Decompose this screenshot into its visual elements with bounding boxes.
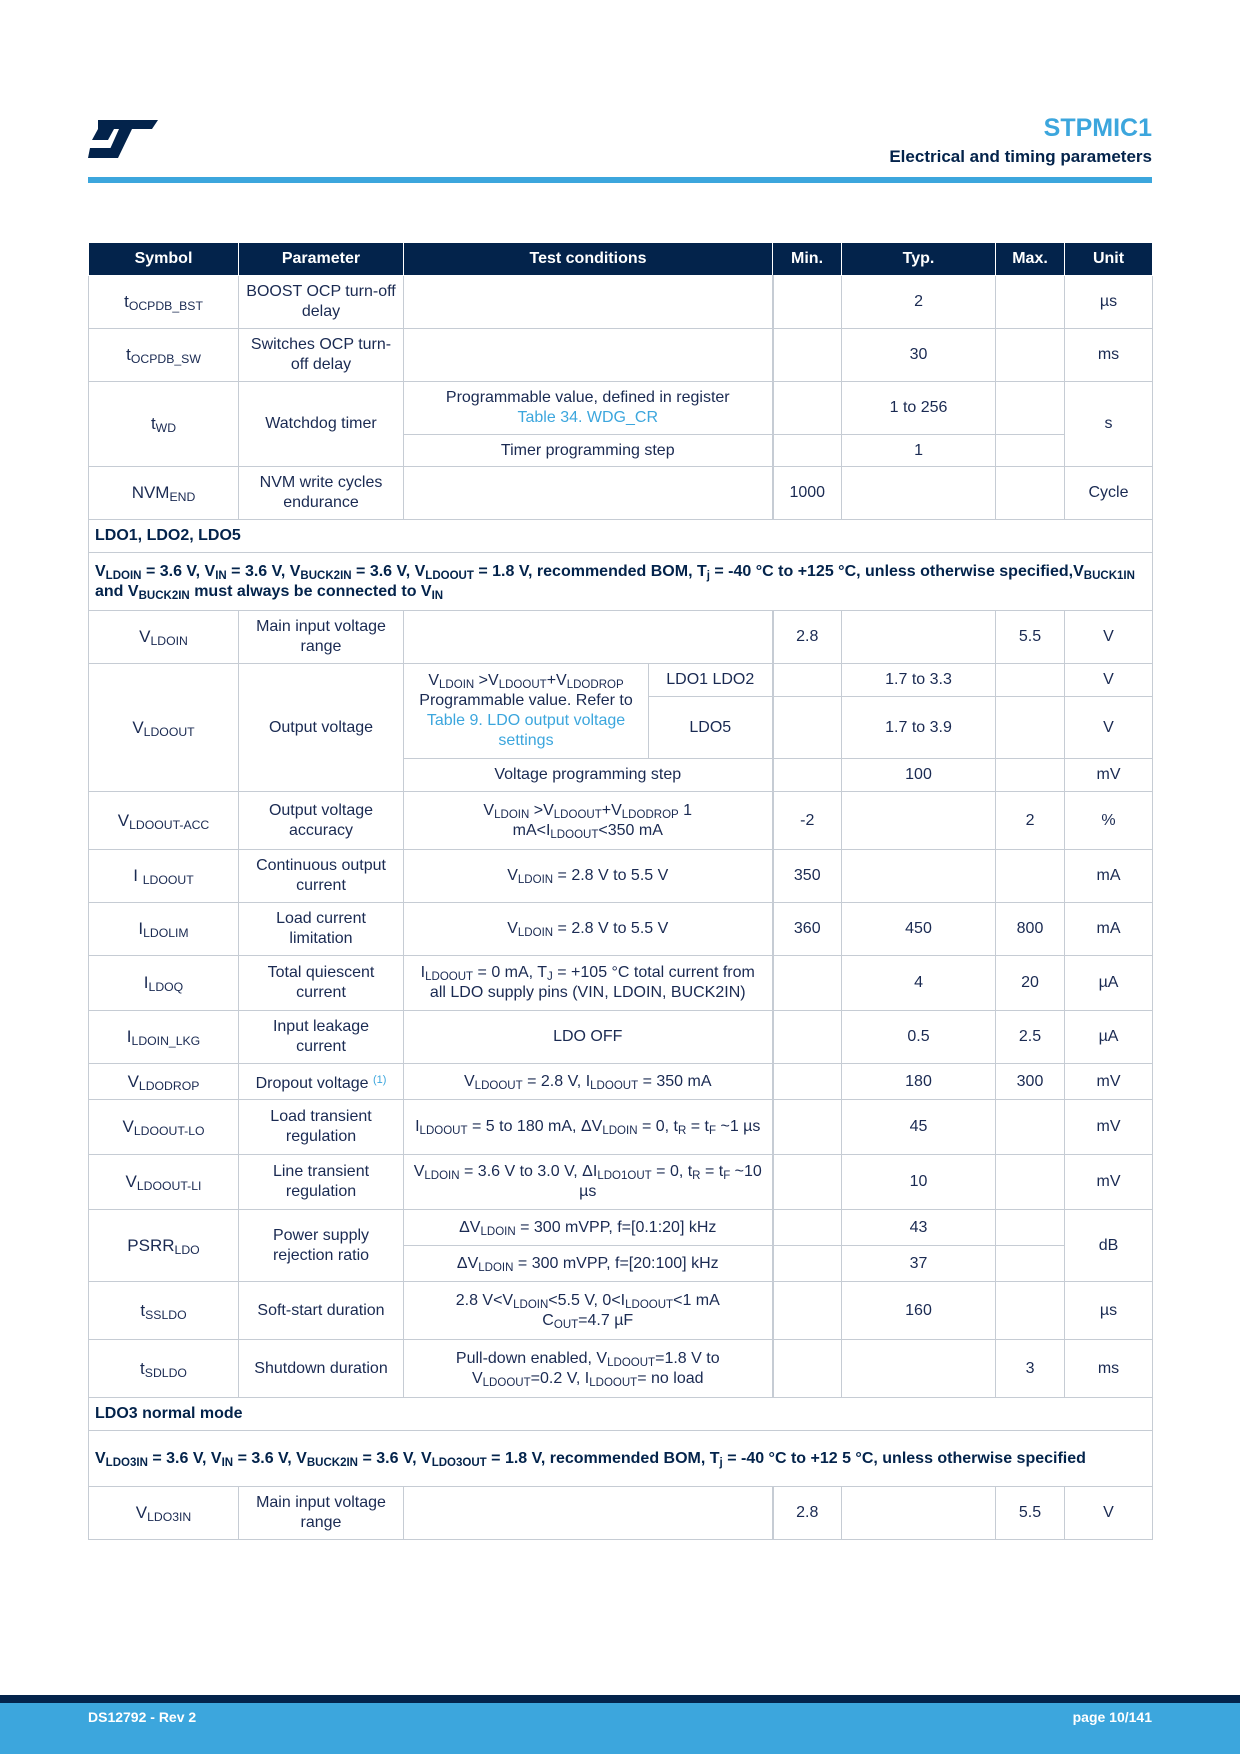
parameter-cell: Dropout voltage $^{(1)}$: [239, 1064, 404, 1100]
table-34-link[interactable]: Table 34. WDG_CR: [517, 409, 658, 426]
header-rule: [88, 177, 1152, 183]
parameter-cell: Total quiescent current: [239, 956, 404, 1011]
table-row: [89, 1282, 1153, 1340]
typ-cell: 2: [842, 276, 996, 329]
table-row: [89, 329, 1153, 382]
max-cell: 800: [996, 903, 1065, 956]
table-row: [89, 956, 1153, 1011]
parameter-cell: Main input voltage range: [239, 611, 404, 664]
symbol-cell: $I_{LDOIN\_LKG}$: [89, 1011, 239, 1064]
max-cell: [996, 1210, 1065, 1246]
unit-cell: mV: [1065, 1155, 1153, 1210]
unit-cell: V: [1065, 1487, 1153, 1540]
max-cell: [996, 850, 1065, 903]
min-cell: -2: [773, 792, 842, 850]
parameter-cell: Shutdown duration: [239, 1340, 404, 1398]
max-cell: [996, 759, 1065, 792]
min-cell: [773, 1210, 842, 1246]
conditions-cell: $\Delta V_{LDOIN} = 300$ mVPP, f=[20:100] kHz: [404, 1246, 773, 1282]
table-row: [89, 792, 1153, 850]
parameter-cell: Line transient regulation: [239, 1155, 404, 1210]
symbol-cell: $PSRR_{LDO}$: [89, 1210, 239, 1282]
conditions-cell: $\Delta V_{LDOIN} = 300$ mVPP, f=[0.1:20] kHz: [404, 1210, 773, 1246]
max-cell: [996, 467, 1065, 520]
footer-doc-id: DS12792 - Rev 2: [88, 1709, 197, 1725]
max-cell: 5.5: [996, 1487, 1065, 1540]
conditions-cell: Timer programming step: [404, 435, 773, 467]
conditions-cell: $V_{LDOIN} >V_{LDOOUT}+V_{LDODROP}$ 1 $mA<I_{LDOOUT}<350$ mA: [404, 792, 773, 850]
min-cell: [773, 276, 842, 329]
table-row: [89, 1487, 1153, 1540]
symbol-cell: $V_{LDOOUT-LO}$: [89, 1100, 239, 1155]
max-cell: 20: [996, 956, 1065, 1011]
typ-cell: 30: [842, 329, 996, 382]
symbol-cell: $NVM_{END}$: [89, 467, 239, 520]
typ-cell: [842, 1340, 996, 1398]
conditions-cell: Voltage programming step: [404, 759, 773, 792]
conditions-row: [89, 553, 1153, 611]
footer-rule: [0, 1695, 1240, 1703]
unit-cell: µA: [1065, 1011, 1153, 1064]
min-cell: [773, 435, 842, 467]
table-row: [89, 276, 1153, 329]
max-cell: [996, 1100, 1065, 1155]
symbol-cell: $V_{LDOOUT-LI}$: [89, 1155, 239, 1210]
symbol-cell: $V_{LDO3IN}$: [89, 1487, 239, 1540]
unit-cell: ms: [1065, 1340, 1153, 1398]
conditions-cell: Programmable value, defined in register Table 34. WDG_CR: [404, 382, 773, 435]
max-cell: 3: [996, 1340, 1065, 1398]
min-cell: [773, 1155, 842, 1210]
max-cell: [996, 382, 1065, 435]
conditions-cell: $I_{LDOOUT} = 0$ mA, $T_J = +105$ °C total current from all LDO supply pins (VIN, LDOIN, BUCK2IN): [404, 956, 773, 1011]
column-header: Parameter: [239, 243, 404, 276]
conditions-cell: $V_{LDOIN} >V_{LDOOUT}+V_{LDODROP}$ Programmable value. Refer to Table 9. LDO output voltage settings: [404, 664, 649, 759]
min-cell: [773, 759, 842, 792]
table-row: [89, 1064, 1153, 1100]
table-9-link[interactable]: Table 9. LDO output voltage settings: [426, 712, 626, 749]
symbol-cell: $t_{SSLDO}$: [89, 1282, 239, 1340]
table-row: [89, 1011, 1153, 1064]
conditions-cell: [404, 276, 773, 329]
typ-cell: [842, 850, 996, 903]
symbol-cell: $t_{OCPDB\_BST}$: [89, 276, 239, 329]
section-title: LDO3 normal mode: [89, 1398, 1153, 1431]
unit-cell: µA: [1065, 956, 1153, 1011]
max-cell: [996, 664, 1065, 697]
symbol-cell: $I_{LDOQ}$: [89, 956, 239, 1011]
table-row: [89, 850, 1153, 903]
conditions-cell: $I_{LDOOUT} = 5$ to 180 mA, $\Delta V_{LDOIN} = 0$, $t_R = t_F$ ~1 µs: [404, 1100, 773, 1155]
max-cell: [996, 276, 1065, 329]
min-cell: [773, 1011, 842, 1064]
conditions-cell: $V_{LDOOUT} = 2.8$ V, $I_{LDOOUT} = 350$ mA: [404, 1064, 773, 1100]
typ-cell: 0.5: [842, 1011, 996, 1064]
section-conditions: $V_{LDOIN} = 3.6$ V, $V_{IN} = 3.6$ V, $V_{BUCK2IN} = 3.6$ V, $V_{LDOOUT} = 1.8$ V, recommended BOM, $T_j = -40$ °C to +125 °C, unless otherwise $specified,V_{BUCK1IN}$ and $V_{BUCK2IN}$ must always be connected to $V_{IN}$: [89, 553, 1153, 611]
typ-cell: 160: [842, 1282, 996, 1340]
max-cell: [996, 435, 1065, 467]
table-row: [89, 382, 1153, 435]
min-cell: 360: [773, 903, 842, 956]
typ-cell: [842, 467, 996, 520]
unit-cell: µs: [1065, 1282, 1153, 1340]
parameter-cell: Continuous output current: [239, 850, 404, 903]
symbol-cell: $t_{OCPDB\_SW}$: [89, 329, 239, 382]
symbol-cell: $t_{WD}$: [89, 382, 239, 467]
max-cell: 2: [996, 792, 1065, 850]
unit-cell: V: [1065, 697, 1153, 759]
typ-cell: [842, 1487, 996, 1540]
parameter-cell: Watchdog timer: [239, 382, 404, 467]
min-cell: 1000: [773, 467, 842, 520]
min-cell: [773, 697, 842, 759]
min-cell: [773, 1100, 842, 1155]
min-cell: [773, 664, 842, 697]
parameter-cell: BOOST OCP turn-off delay: [239, 276, 404, 329]
column-header: Max.: [996, 243, 1065, 276]
sub-condition-cell: LDO1 LDO2: [649, 664, 773, 697]
unit-cell: V: [1065, 611, 1153, 664]
conditions-cell: $V_{LDOIN} = 2.8$ V to 5.5 V: [404, 903, 773, 956]
symbol-cell: I $_{LDOOUT}$: [89, 850, 239, 903]
conditions-cell: [404, 611, 773, 664]
conditions-cell: $V_{LDOIN} = 2.8$ V to 5.5 V: [404, 850, 773, 903]
table-row: [89, 1340, 1153, 1398]
table-row: [89, 467, 1153, 520]
parameter-cell: Switches OCP turn-off delay: [239, 329, 404, 382]
unit-cell: mA: [1065, 850, 1153, 903]
min-cell: [773, 1282, 842, 1340]
conditions-cell: [404, 467, 773, 520]
typ-cell: 43: [842, 1210, 996, 1246]
max-cell: [996, 697, 1065, 759]
unit-cell: mA: [1065, 903, 1153, 956]
parameter-cell: Load current limitation: [239, 903, 404, 956]
min-cell: [773, 329, 842, 382]
max-cell: 5.5: [996, 611, 1065, 664]
table-row: [89, 1210, 1153, 1246]
min-cell: [773, 1064, 842, 1100]
symbol-cell: $V_{LDOOUT-ACC}$: [89, 792, 239, 850]
unit-cell: V: [1065, 664, 1153, 697]
min-cell: [773, 956, 842, 1011]
conditions-cell: 2.8 $V<V_{LDOIN}<5.5$ V, $0<I_{LDOOUT}<1$ mA $C_{OUT}=4.7$ µF: [404, 1282, 773, 1340]
table-row: [89, 1100, 1153, 1155]
unit-cell: µs: [1065, 276, 1153, 329]
section-header-row: [89, 1398, 1153, 1431]
conditions-cell: LDO OFF: [404, 1011, 773, 1064]
symbol-cell: $V_{LDOOUT}$: [89, 664, 239, 792]
parameter-cell: Output voltage: [239, 664, 404, 792]
electrical-parameters-table: [88, 242, 1153, 1540]
min-cell: 2.8: [773, 1487, 842, 1540]
typ-cell: 1 to 256: [842, 382, 996, 435]
column-header: Symbol: [89, 243, 239, 276]
typ-cell: 4: [842, 956, 996, 1011]
unit-cell: mV: [1065, 1064, 1153, 1100]
unit-cell: %: [1065, 792, 1153, 850]
parameter-cell: Input leakage current: [239, 1011, 404, 1064]
sub-condition-cell: LDO5: [649, 697, 773, 759]
max-cell: [996, 329, 1065, 382]
typ-cell: 1.7 to 3.3: [842, 664, 996, 697]
typ-cell: [842, 611, 996, 664]
min-cell: [773, 1246, 842, 1282]
typ-cell: 45: [842, 1100, 996, 1155]
table-row: [89, 611, 1153, 664]
table-row: [89, 1155, 1153, 1210]
header-product-title: STPMIC1: [1043, 114, 1152, 142]
typ-cell: 37: [842, 1246, 996, 1282]
max-cell: [996, 1155, 1065, 1210]
parameter-cell: Main input voltage range: [239, 1487, 404, 1540]
section-header-row: [89, 520, 1153, 553]
header-section-title: Electrical and timing parameters: [889, 147, 1152, 166]
unit-cell: s: [1065, 382, 1153, 467]
unit-cell: mV: [1065, 759, 1153, 792]
footnote-link[interactable]: (1): [372, 1073, 387, 1086]
table-row: [89, 664, 1153, 697]
conditions-cell: [404, 329, 773, 382]
column-header: Typ.: [842, 243, 996, 276]
st-logo: [88, 118, 160, 160]
min-cell: 350: [773, 850, 842, 903]
column-header: Test conditions: [404, 243, 773, 276]
column-header: Unit: [1065, 243, 1153, 276]
conditions-row: [89, 1431, 1153, 1487]
typ-cell: [842, 792, 996, 850]
typ-cell: 10: [842, 1155, 996, 1210]
typ-cell: 180: [842, 1064, 996, 1100]
section-title: LDO1, LDO2, LDO5: [89, 520, 1153, 553]
column-header: Min.: [773, 243, 842, 276]
parameter-cell: Load transient regulation: [239, 1100, 404, 1155]
min-cell: [773, 382, 842, 435]
conditions-cell: $V_{LDOIN} = 3.6$ V to 3.0 V, $\Delta I_{LDO1OUT} = 0$, $t_R = t_F$ ~10 µs: [404, 1155, 773, 1210]
min-cell: 2.8: [773, 611, 842, 664]
max-cell: [996, 1282, 1065, 1340]
unit-cell: ms: [1065, 329, 1153, 382]
symbol-cell: $V_{LDODROP}$: [89, 1064, 239, 1100]
parameter-cell: Power supply rejection ratio: [239, 1210, 404, 1282]
parameter-cell: NVM write cycles endurance: [239, 467, 404, 520]
conditions-cell: [404, 1487, 773, 1540]
typ-cell: 450: [842, 903, 996, 956]
symbol-cell: $I_{LDOLIM}$: [89, 903, 239, 956]
max-cell: 300: [996, 1064, 1065, 1100]
parameter-cell: Soft-start duration: [239, 1282, 404, 1340]
section-conditions: $V_{LDO3IN} = 3.6$ V, $V_{IN} = 3.6$ V, $V_{BUCK2IN} = 3.6$ V, $V_{LDO3OUT} = 1.8$ V, recommended BOM, $T_j = -40$ °C to +12 5 °C, unless otherwise specified: [89, 1431, 1153, 1487]
max-cell: 2.5: [996, 1011, 1065, 1064]
max-cell: [996, 1246, 1065, 1282]
unit-cell: Cycle: [1065, 467, 1153, 520]
typ-cell: 100: [842, 759, 996, 792]
unit-cell: dB: [1065, 1210, 1153, 1282]
parameter-cell: Output voltage accuracy: [239, 792, 404, 850]
min-cell: [773, 1340, 842, 1398]
unit-cell: mV: [1065, 1100, 1153, 1155]
table-header-row: [89, 243, 1153, 276]
typ-cell: 1: [842, 435, 996, 467]
conditions-cell: Pull-down enabled, $V_{LDOOUT}=1.8$ V to $V_{LDOOUT}=0.2$ V, $I_{LDOOUT}=$ no load: [404, 1340, 773, 1398]
footer-page-number: page 10/141: [1072, 1709, 1152, 1725]
symbol-cell: $t_{SDLDO}$: [89, 1340, 239, 1398]
typ-cell: 1.7 to 3.9: [842, 697, 996, 759]
table-row: [89, 903, 1153, 956]
symbol-cell: $V_{LDOIN}$: [89, 611, 239, 664]
